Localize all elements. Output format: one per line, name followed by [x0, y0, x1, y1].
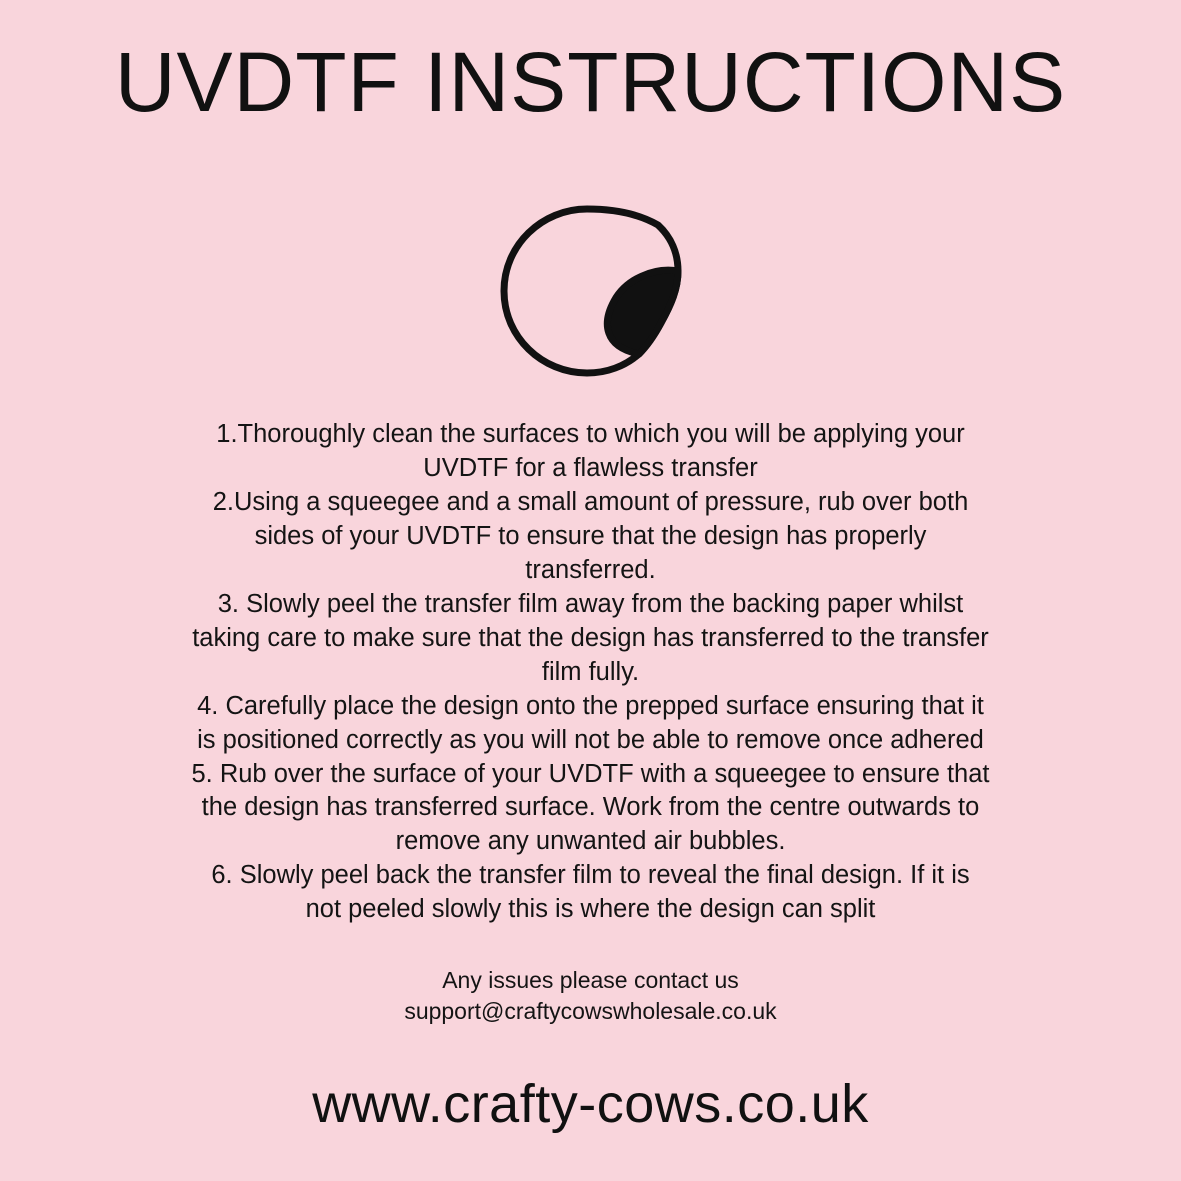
peeling-sticker-icon: [481, 196, 701, 396]
contact-line: Any issues please contact us: [442, 967, 739, 994]
instruction-step: 4. Carefully place the design onto the prepped surface ensuring that it is positioned correctly as you will not be able to remove once adhered: [197, 691, 984, 754]
contact-block: [191, 965, 991, 1027]
instruction-step: 6. Slowly peel back the transfer film to reveal the final design. If it is not peeled slowly this is where the design can split: [211, 861, 970, 924]
instruction-step: 3. Slowly peel the transfer film away from the backing paper whilst taking care to make sure that the design has transferred to the transfer film fully.: [192, 589, 989, 686]
instruction-steps: [191, 418, 991, 927]
contact-email[interactable]: support@craftycowswholesale.co.uk: [404, 998, 777, 1025]
instruction-step: 5. Rub over the surface of your UVDTF with a squeegee to ensure that the design has transferred surface. Work from the centre outwards to remove any unwanted air bubbles.: [191, 759, 990, 856]
website-url[interactable]: www.crafty-cows.co.uk: [312, 1074, 869, 1135]
page-title: UVDTF INSTRUCTIONS: [114, 35, 1067, 129]
instruction-step: 2.Using a squeegee and a small amount of pressure, rub over both sides of your UVDTF to ensure that the design has properly transferred.: [212, 488, 969, 585]
instruction-step: 1.Thoroughly clean the surfaces to which you will be applying your UVDTF for a flawless transfer: [216, 420, 965, 483]
